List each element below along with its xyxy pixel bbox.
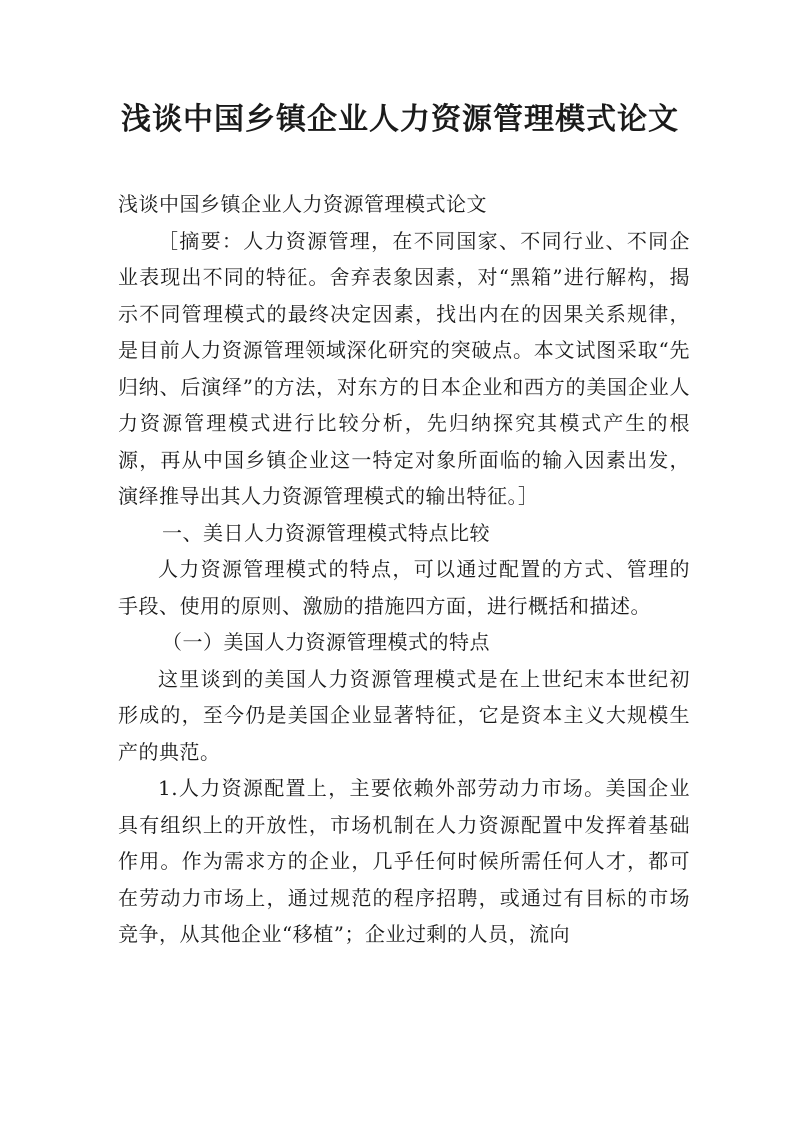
document-body (118, 186, 690, 953)
subsection-heading: （一）美国人力资源管理模式的特点 (162, 630, 490, 654)
body-paragraph: 人力资源管理模式的特点，可以通过配置的方式、管理的手段、使用的原则、激励的措施四方面，进行概括和描述。 (118, 557, 690, 618)
body-paragraph: 这里谈到的美国人力资源管理模式是在上世纪末本世纪初形成的，至今仍是美国企业显著特征，它是资本主义大规模生产的典范。 (118, 666, 690, 764)
document-title: 浅谈中国乡镇企业人力资源管理模式论文 (121, 102, 679, 137)
section-heading: 一、美日人力资源管理模式特点比较 (162, 520, 490, 545)
abstract-paragraph: ［摘要：人力资源管理，在不同国家、不同行业、不同企业表现出不同的特征。舍弃表象因素，对“黑箱”进行解构，揭示不同管理模式的最终决定因素，找出内在的因果关系规律，是目前人力资源管理领域深化研究的突破点。本文试图采取“先归纳、后演绎”的方法，对东方的日本企业和西方的美国企业人力资源管理模式进行比较分析，先归纳探究其模式产生的根源，再从中国乡镇企业这一特定对象所面临的输入因素出发，演绎推导出其人力资源管理模式的输出特征。］ (118, 228, 690, 508)
numbered-paragraph: 1.人力资源配置上，主要依赖外部劳动力市场。美国企业具有组织上的开放性，市场机制在人力资源配置中发挥着基础作用。作为需求方的企业，几乎任何时候所需任何人才，都可在劳动力市场上，通过规范的程序招聘，或通过有目标的市场竞争，从其他企业“移植”；企业过剩的人员，流向 (118, 776, 690, 946)
subtitle-paragraph: 浅谈中国乡镇企业人力资源管理模式论文 (118, 192, 487, 216)
